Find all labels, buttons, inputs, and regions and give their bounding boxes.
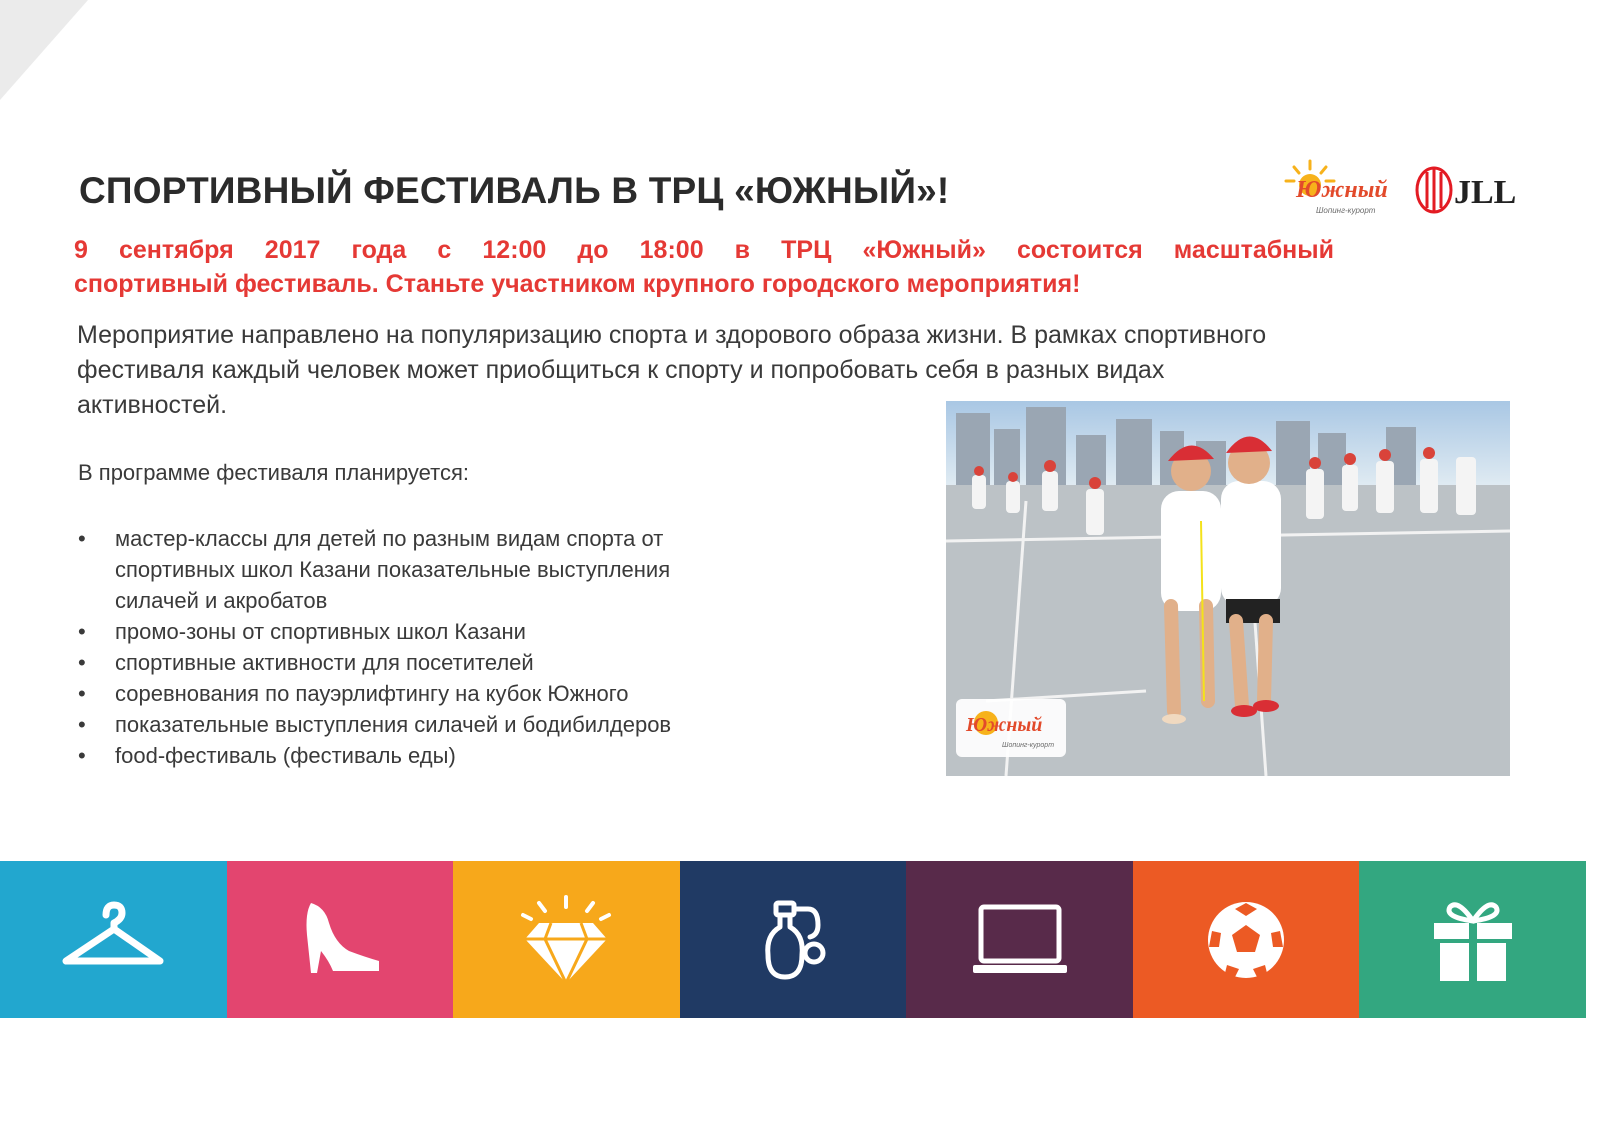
high-heel-icon <box>285 895 395 985</box>
program-item-line: показательные выступления силачей и бодибилдеров <box>115 712 672 737</box>
event-lead <box>74 233 1334 301</box>
program-item-line: food-фестиваль (фестиваль еды) <box>115 743 456 768</box>
soccer-ball-icon <box>1191 895 1301 985</box>
category-strip <box>0 861 1586 1018</box>
category-tile-sport <box>1133 861 1360 1018</box>
hanger-icon <box>58 895 168 985</box>
category-tile-electronics <box>906 861 1133 1018</box>
program-item-line: спортивных школ Казани показательные выступления <box>115 557 671 582</box>
bullet-icon: • <box>78 712 86 737</box>
page-title: СПОРТИВНЫЙ ФЕСТИВАЛЬ В ТРЦ «ЮЖНЫЙ»! <box>79 170 950 211</box>
logos <box>1282 155 1542 225</box>
program-item-line: спортивные активности для посетителей <box>115 650 534 675</box>
jll-logo <box>1417 168 1516 212</box>
bullet-icon: • <box>78 743 86 768</box>
category-tile-perfume <box>680 861 907 1018</box>
event-lead-line: спортивный фестиваль. Станьте участником крупного городского мероприятия! <box>74 270 1081 298</box>
program-item-line: соревнования по пауэрлифтингу на кубок Южного <box>115 681 629 706</box>
festival-photo-illustration <box>946 401 1510 776</box>
program-item <box>78 647 671 678</box>
event-lead-line: 9 сентября 2017 года с 12:00 до 18:00 в ТРЦ «Южный» состоится масштабный <box>74 236 1334 264</box>
category-tile-clothing <box>0 861 227 1018</box>
program-list <box>78 523 671 771</box>
program-item <box>78 709 671 740</box>
jll-logo-text: JLL <box>1454 174 1517 211</box>
yuzhny-logo-text: Южный <box>1296 177 1388 203</box>
category-tile-jewelry <box>453 861 680 1018</box>
category-tile-gifts <box>1359 861 1586 1018</box>
bullet-icon: • <box>78 681 86 706</box>
gift-icon <box>1418 895 1528 985</box>
jll-mark-icon <box>1417 168 1451 212</box>
laptop-icon <box>965 895 1075 985</box>
intro-line: фестиваля каждый человек может приобщиться к спорту и попробовать себя в разных видах <box>77 356 1165 384</box>
yuzhny-logo <box>1286 161 1388 215</box>
photo-yuzhny-logo <box>956 699 1066 757</box>
brand-logos <box>1282 155 1542 225</box>
intro-line: активностей. <box>77 391 228 419</box>
program-item-line: силачей и акробатов <box>115 588 328 613</box>
photo-logo-tagline: Шопинг-курорт <box>1002 742 1055 749</box>
intro-line: Мероприятие направлено на популяризацию спорта и здорового образа жизни. В рамках спортивного <box>77 321 1267 349</box>
program-item-line: мастер-классы для детей по разным видам спорта от <box>115 526 664 551</box>
bullet-icon: • <box>78 619 86 644</box>
bullet-icon: • <box>78 526 86 551</box>
photo-logo-text: Южный <box>966 714 1043 736</box>
yuzhny-logo-tagline: Шопинг-курорт <box>1316 206 1376 215</box>
page-corner-fold <box>0 0 88 100</box>
program-item <box>78 616 671 647</box>
bullet-icon: • <box>78 650 86 675</box>
perfume-icon <box>738 895 848 985</box>
program-item <box>78 678 671 709</box>
diamond-icon <box>511 895 621 985</box>
festival-photo <box>946 401 1510 776</box>
program-heading: В программе фестиваля планируется: <box>78 460 470 485</box>
program-item-line: промо-зоны от спортивных школ Казани <box>115 619 526 644</box>
program-item <box>78 523 671 616</box>
program-item <box>78 740 671 771</box>
category-tile-shoes <box>227 861 454 1018</box>
